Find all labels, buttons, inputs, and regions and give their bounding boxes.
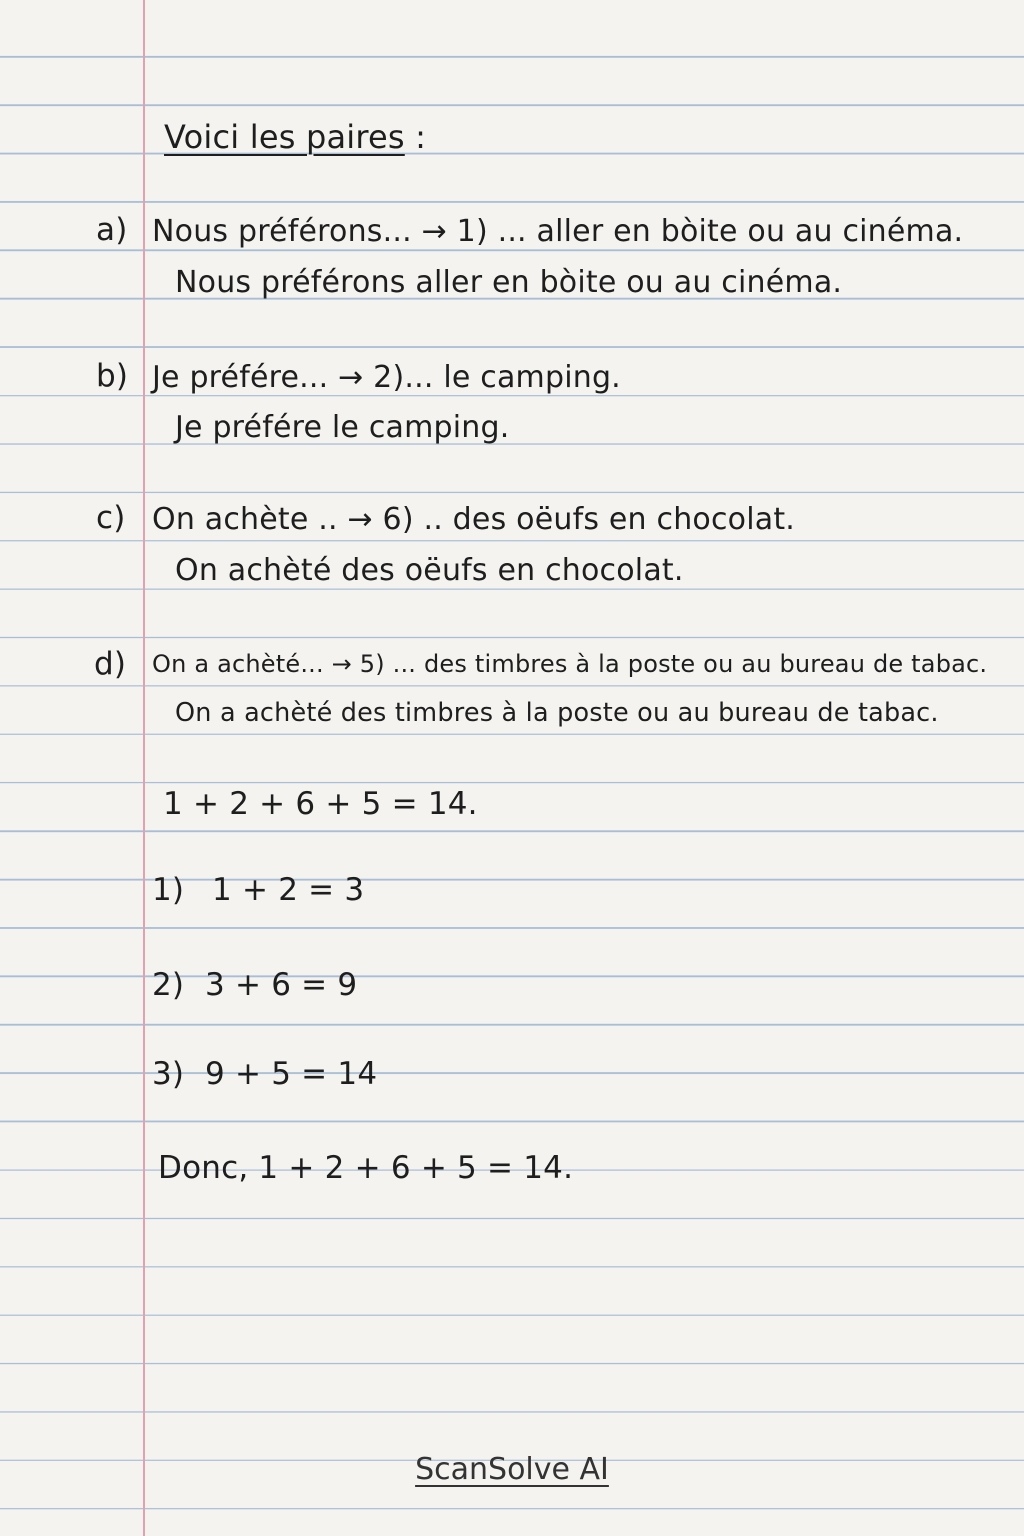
title-colon: :: [415, 118, 427, 156]
item-pairing-b: Je préfére... → 2)... le camping.: [152, 360, 621, 395]
step-expression-1: 1 + 2 = 3: [212, 872, 365, 908]
page-title: [164, 118, 426, 156]
item-sentence-c: On achèté des oëufs en chocolat.: [175, 553, 684, 588]
item-pairing-a: Nous préférons... → 1) ... aller en bòite ou au cinéma.: [152, 214, 964, 249]
step-number-1: 1): [152, 872, 185, 908]
step-expression-3: 9 + 5 = 14: [205, 1056, 378, 1092]
item-label-a: a): [96, 212, 128, 248]
item-sentence-a: Nous préférons aller en bòite ou au cinéma.: [175, 265, 843, 300]
item-sentence-d: On a achèté des timbres à la poste ou au bureau de tabac.: [175, 698, 939, 728]
item-pairing-c: On achète .. → 6) .. des oëufs en chocolat.: [152, 502, 796, 537]
margin-line: [143, 0, 145, 1536]
item-label-b: b): [96, 358, 129, 394]
step-number-2: 2): [152, 967, 185, 1003]
step-number-3: 3): [152, 1056, 185, 1092]
footer-text: ScanSolve AI: [415, 1452, 609, 1487]
item-label-c: c): [96, 500, 126, 536]
total-equation: 1 + 2 + 6 + 5 = 14.: [163, 786, 478, 822]
footer-watermark: [0, 1452, 1024, 1487]
title-text: Voici les paires: [164, 118, 405, 156]
step-expression-2: 3 + 6 = 9: [205, 967, 358, 1003]
item-sentence-b: Je préfére le camping.: [175, 410, 510, 445]
item-label-d: d): [94, 646, 127, 682]
item-pairing-d: On a achèté... → 5) ... des timbres à la poste ou au bureau de tabac.: [152, 650, 988, 678]
conclusion: Donc, 1 + 2 + 6 + 5 = 14.: [158, 1150, 574, 1186]
